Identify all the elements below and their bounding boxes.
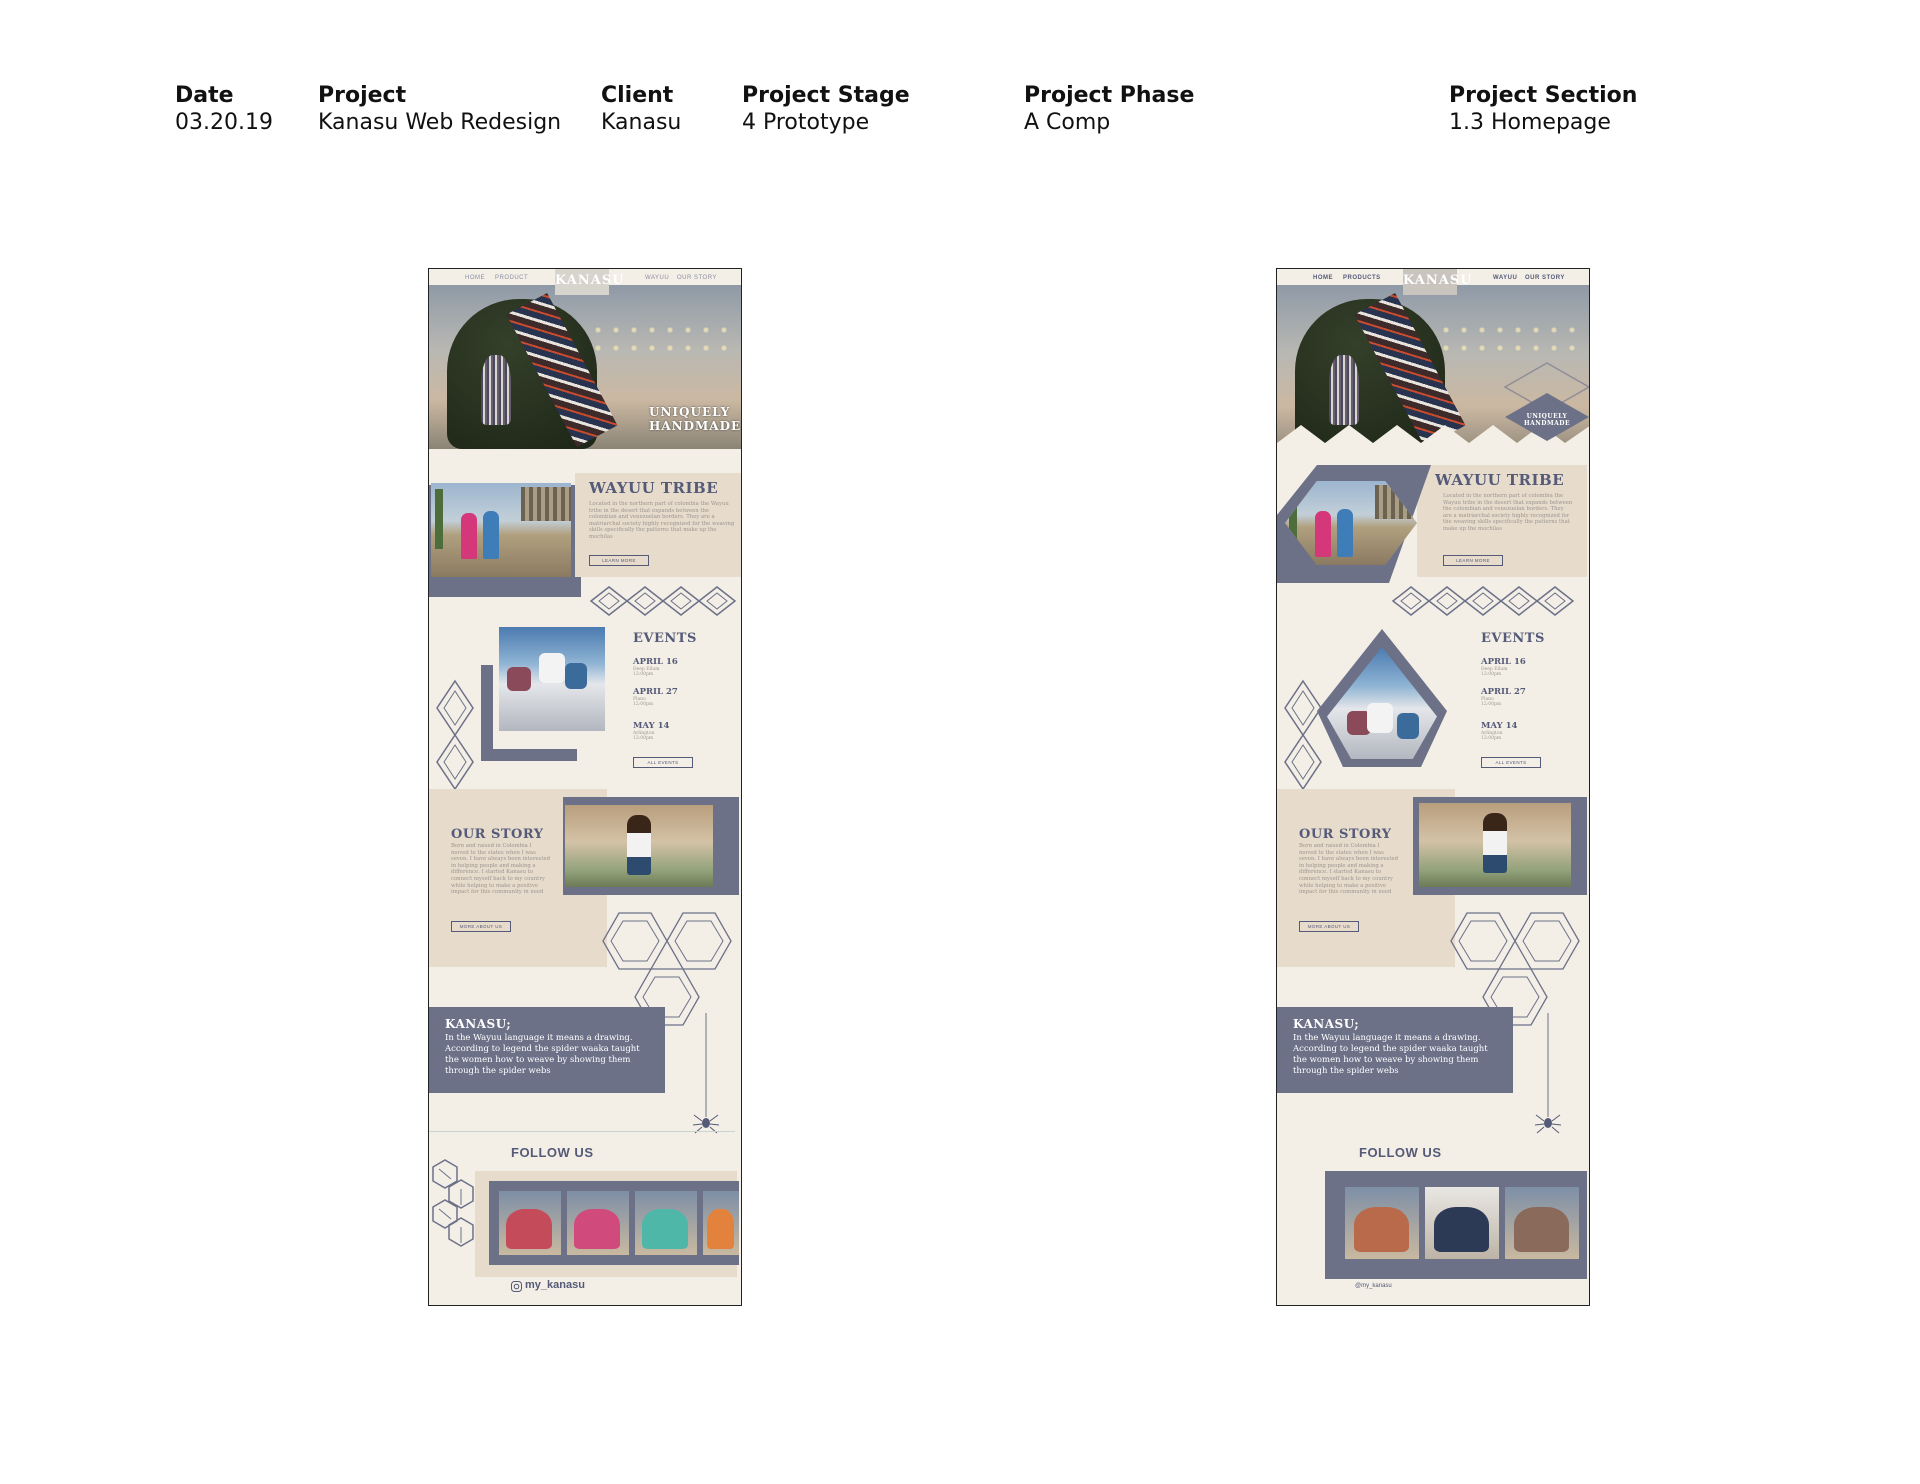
- event-1-date[interactable]: APRIL 16: [1481, 657, 1526, 667]
- divider: [429, 1131, 735, 1132]
- event-3-date[interactable]: MAY 14: [633, 721, 670, 731]
- meta-phase-value: A Comp: [1024, 110, 1111, 135]
- events-photo: [499, 627, 605, 731]
- event-2-place: Plano: [633, 697, 646, 702]
- instagram-photo-3[interactable]: [635, 1191, 697, 1255]
- kanasu-title: KANASU;: [1293, 1017, 1360, 1031]
- kanasu-body: In the Wayuu language it means a drawing. According to legend the spider waaka taught the women how to weave by showing them through the spider webs: [1293, 1033, 1488, 1076]
- event-1-time: 12:00pm: [1481, 672, 1502, 677]
- hero-image: [429, 285, 741, 449]
- meta-section-value: 1.3 Homepage: [1449, 110, 1611, 135]
- diamond-pattern-icon: [1393, 585, 1589, 617]
- event-2-date[interactable]: APRIL 27: [633, 687, 678, 697]
- instagram-photo-2[interactable]: [1425, 1187, 1499, 1259]
- spider-icon: [1533, 1013, 1563, 1139]
- kanasu-logo[interactable]: KANASU: [555, 269, 609, 295]
- instagram-photo-3[interactable]: [1505, 1187, 1579, 1259]
- vertical-diamond-pattern-icon: [435, 681, 475, 791]
- meta-date-value: 03.20.19: [175, 110, 273, 135]
- event-1-date[interactable]: APRIL 16: [633, 657, 678, 667]
- top-nav: [429, 269, 741, 289]
- event-1-place: Deep Ellum: [1481, 667, 1508, 672]
- follow-us-title: FOLLOW US: [1359, 1145, 1442, 1160]
- story-body: Born and raised in Colombia I moved to the states when I was seven. I have always been interested in helping people and making a difference. I started Kanasu to connect myself back to my country while helping to make a positive impact for this community in need: [451, 843, 551, 896]
- hexagon-cubes-icon: [431, 1157, 481, 1247]
- tribe-body: Located in the northern part of colombia the Wayuu tribe in the desert that expands between the colombian and venezuelan borders. They are a matriarchal society highly recognized for the weaving skills specifically the patterns that make up the mochilas: [1443, 493, 1573, 532]
- instagram-photo-4[interactable]: [703, 1191, 739, 1255]
- event-3-date[interactable]: MAY 14: [1481, 721, 1518, 731]
- tribe-photo: [431, 483, 571, 577]
- learn-more-button[interactable]: LEARN MORE: [589, 555, 649, 566]
- diamond-pattern-icon: [591, 585, 741, 617]
- hero-badge: [1503, 363, 1590, 443]
- story-body: Born and raised in Colombia I moved to the states when I was seven. I have always been interested in helping people and making a difference. I started Kanasu to connect myself back to my country while helping to make a positive impact for this community in need: [1299, 843, 1399, 896]
- top-nav: [1277, 269, 1589, 289]
- instagram-photo-1[interactable]: [499, 1191, 561, 1255]
- meta-phase: [1024, 82, 1194, 136]
- meta-section-label: Project Section: [1449, 83, 1638, 108]
- follow-us-title: FOLLOW US: [511, 1145, 594, 1160]
- event-2-date[interactable]: APRIL 27: [1481, 687, 1526, 697]
- instagram-icon[interactable]: [511, 1281, 522, 1292]
- story-title: OUR STORY: [1299, 827, 1392, 842]
- meta-client-label: Client: [601, 83, 674, 108]
- event-2-place: Plano: [1481, 697, 1494, 702]
- nav-wayuu[interactable]: WAYUU: [1493, 275, 1518, 281]
- kanasu-definition-box: [429, 1007, 665, 1093]
- homepage-comp-2: [1276, 268, 1590, 1306]
- event-3-place: Arlington: [1481, 731, 1503, 736]
- story-photo: [565, 805, 713, 887]
- instagram-handle[interactable]: my_kanasu: [525, 1279, 585, 1291]
- learn-more-button[interactable]: LEARN MORE: [1443, 555, 1503, 566]
- meta-date-label: Date: [175, 83, 234, 108]
- all-events-button[interactable]: ALL EVENTS: [1481, 757, 1541, 768]
- all-events-button[interactable]: ALL EVENTS: [633, 757, 693, 768]
- meta-client-value: Kanasu: [601, 110, 682, 135]
- event-1-time: 12:00pm: [633, 672, 654, 677]
- tribe-title: WAYUU TRIBE: [1435, 471, 1565, 489]
- story-photo: [1419, 803, 1571, 887]
- nav-home[interactable]: HOME: [465, 275, 485, 281]
- meta-phase-label: Project Phase: [1024, 83, 1195, 108]
- events-title: EVENTS: [633, 631, 697, 646]
- meta-date: [175, 82, 273, 136]
- event-3-time: 12:00pm: [633, 736, 654, 741]
- hero-tagline: UNIQUELY HANDMADE: [1523, 413, 1571, 427]
- instagram-photo-1[interactable]: [1345, 1187, 1419, 1259]
- kanasu-title: KANASU;: [445, 1017, 512, 1031]
- event-2-time: 12:00pm: [633, 702, 654, 707]
- event-3-place: Arlington: [633, 731, 655, 736]
- meta-client: [601, 82, 681, 136]
- instagram-handle[interactable]: @my_kanasu: [1355, 1283, 1392, 1289]
- spider-icon: [691, 1013, 721, 1139]
- nav-products[interactable]: PRODUCTS: [1343, 275, 1381, 281]
- nav-wayuu[interactable]: WAYUU: [645, 275, 670, 281]
- more-about-us-button[interactable]: MORE ABOUT US: [1299, 921, 1359, 932]
- meta-project: [318, 82, 561, 136]
- homepage-comp-1: [428, 268, 742, 1306]
- meta-stage-label: Project Stage: [742, 83, 910, 108]
- nav-our-story[interactable]: OUR STORY: [1525, 275, 1565, 281]
- meta-project-label: Project: [318, 83, 407, 108]
- tribe-title: WAYUU TRIBE: [589, 479, 719, 497]
- meta-stage-value: 4 Prototype: [742, 110, 870, 135]
- hero-tagline: UNIQUELY HANDMADE: [649, 405, 741, 433]
- vertical-diamond-pattern-icon: [1283, 681, 1323, 791]
- nav-home[interactable]: HOME: [1313, 275, 1333, 281]
- event-1-place: Deep Ellum: [633, 667, 660, 672]
- meta-stage: [742, 82, 910, 136]
- meta-project-value: Kanasu Web Redesign: [318, 110, 562, 135]
- kanasu-logo[interactable]: KANASU: [1403, 269, 1457, 295]
- nav-our-story[interactable]: OUR STORY: [677, 275, 717, 281]
- meta-section: [1449, 82, 1637, 136]
- instagram-photo-2[interactable]: [567, 1191, 629, 1255]
- kanasu-body: In the Wayuu language it means a drawing. According to legend the spider waaka taught the women how to weave by showing them through the spider webs: [445, 1033, 640, 1076]
- tribe-body: Located in the northern part of colombia the Wayuu tribe in the desert that expands between the colombian and venezuelan borders. They are a matriarchal society highly recognized for the weaving skills specifically the patterns that make up the mochilas: [589, 501, 735, 540]
- event-2-time: 12:00pm: [1481, 702, 1502, 707]
- kanasu-definition-box: [1277, 1007, 1513, 1093]
- event-3-time: 12:00pm: [1481, 736, 1502, 741]
- story-title: OUR STORY: [451, 827, 544, 842]
- more-about-us-button[interactable]: MORE ABOUT US: [451, 921, 511, 932]
- nav-products[interactable]: PRODUCT: [495, 275, 529, 281]
- events-title: EVENTS: [1481, 631, 1545, 646]
